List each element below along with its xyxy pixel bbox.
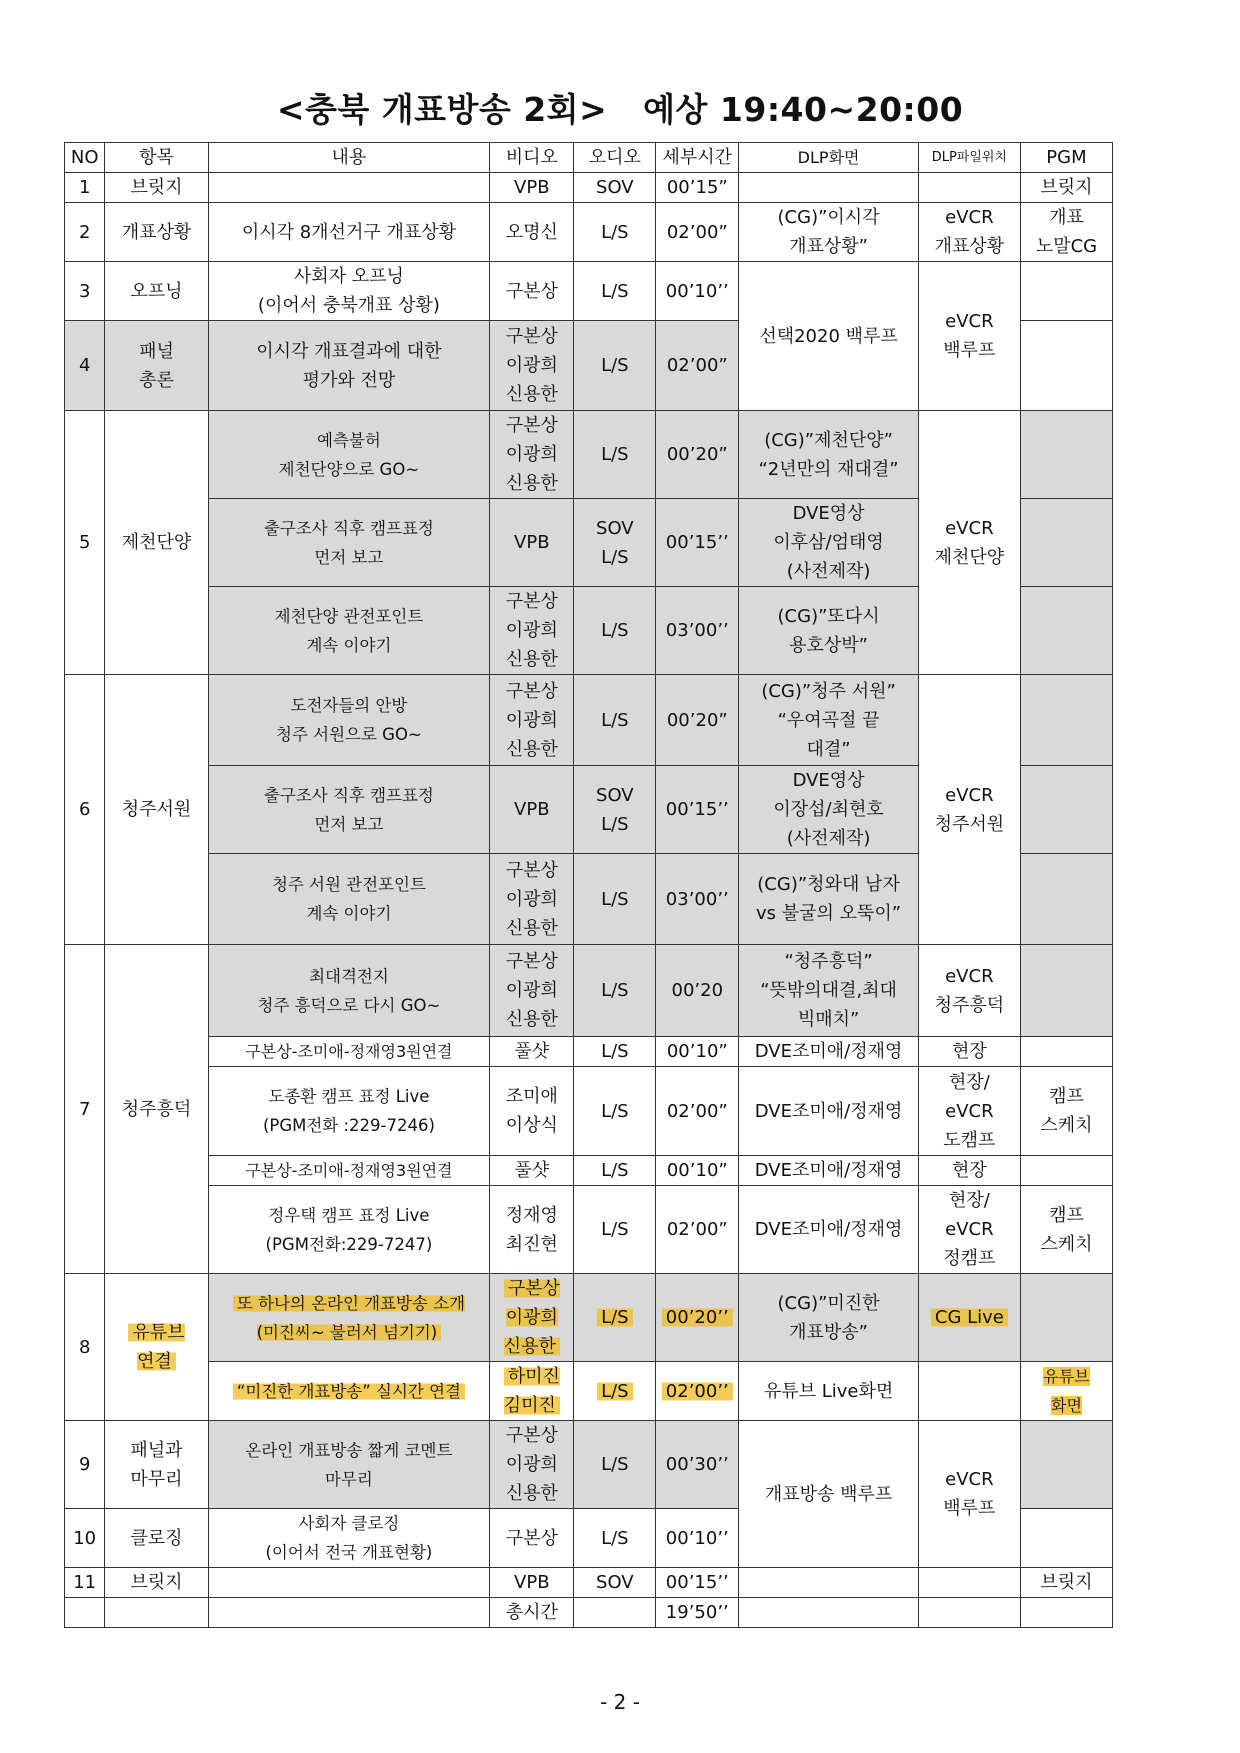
cell-pgm	[1020, 1509, 1112, 1568]
cell-video: 오명신	[490, 203, 574, 262]
cell-item: 클로징	[105, 1509, 208, 1568]
cell-video: 구본상 이광희 신용한	[490, 675, 574, 766]
cell-content	[208, 1598, 490, 1628]
cell-dlp-file: eVCR 청주서원	[918, 675, 1020, 945]
cell-content: 청주 서원 관전포인트 계속 이야기	[208, 854, 490, 945]
table-row	[65, 411, 1113, 499]
cell-no: 3	[65, 262, 105, 321]
highlighted-audio: L/S	[597, 1381, 633, 1402]
total-row	[65, 1598, 1113, 1628]
cell-audio: L/S	[574, 1156, 656, 1186]
cell-item	[105, 1598, 208, 1628]
cell-dlp: 개표방송 백루프	[739, 1421, 919, 1568]
cell-content: 제천단양 관전포인트 계속 이야기	[208, 587, 490, 675]
col-content: 내용	[208, 143, 490, 173]
total-label: 총시간	[490, 1598, 574, 1628]
cell-pgm: 개표 노말CG	[1020, 203, 1112, 262]
cell-dlp: (CG)”청주 서원” “우여곡절 끝 대결”	[739, 675, 919, 766]
cell-time: 03’00’’	[656, 854, 739, 945]
table-row	[65, 1274, 1113, 1362]
cell-video: 구본상	[490, 1509, 574, 1568]
cell-time: 00’15’’	[656, 766, 739, 854]
cell-video: VPB	[490, 1568, 574, 1598]
cell-content: 출구조사 직후 캠프표정 먼저 보고	[208, 499, 490, 587]
cell-audio	[574, 1274, 656, 1362]
cell-time: 00’30’’	[656, 1421, 739, 1509]
cell-audio: SOV	[574, 1568, 656, 1598]
cell-dlp-file: eVCR 제천단양	[918, 411, 1020, 675]
cell-audio: L/S	[574, 1067, 656, 1156]
cell-dlp	[739, 1598, 919, 1628]
cell-dlp-file: eVCR 백루프	[918, 262, 1020, 411]
cell-dlp: “청주흥덕” “뜻밖의대결,최대 빅매치”	[739, 945, 919, 1037]
cell-dlp: 유튜브 Live화면	[739, 1362, 919, 1421]
highlighted-audio: L/S	[597, 1307, 633, 1328]
highlighted-time: 02’00’’	[662, 1381, 733, 1402]
cell-dlp: (CG)”청와대 남자 vs 불굴의 오뚝이”	[739, 854, 919, 945]
highlighted-time: 00’20’’	[662, 1307, 733, 1328]
cell-audio: L/S	[574, 1421, 656, 1509]
cell-dlp: DVE조미애/정재영	[739, 1037, 919, 1067]
cell-no: 7	[65, 945, 105, 1274]
document-title: <충북 개표방송 2회> 예상 19:40~20:00	[276, 90, 964, 129]
cell-time: 02’00”	[656, 1186, 739, 1274]
table-row	[65, 1186, 1113, 1274]
cell-no: 5	[65, 411, 105, 675]
cell-time: 00’20	[656, 945, 739, 1037]
cell-dlp-file	[918, 173, 1020, 203]
cell-pgm	[1020, 321, 1112, 411]
cell-dlp: DVE조미애/정재영	[739, 1067, 919, 1156]
cell-dlp: DVE영상 이후삼/엄태영 (사전제작)	[739, 499, 919, 587]
cell-pgm	[1020, 675, 1112, 766]
cell-content	[208, 1274, 490, 1362]
cell-time: 00’20”	[656, 411, 739, 499]
cell-pgm	[1020, 1156, 1112, 1186]
cell-time: 02’00”	[656, 1067, 739, 1156]
table-row	[65, 1421, 1113, 1509]
highlighted-item: 유튜브 연결	[128, 1322, 184, 1372]
cell-audio: L/S	[574, 945, 656, 1037]
cell-dlp: DVE조미애/정재영	[739, 1186, 919, 1274]
cell-video: 구본상 이광희 신용한	[490, 1421, 574, 1509]
cell-dlp-file: 현장/ eVCR 정캠프	[918, 1186, 1020, 1274]
cell-dlp	[739, 173, 919, 203]
cell-content	[208, 1568, 490, 1598]
cell-video: VPB	[490, 499, 574, 587]
cell-content: 정우택 캠프 표정 Live (PGM전화:229-7247)	[208, 1186, 490, 1274]
cell-video	[490, 1362, 574, 1421]
cell-item: 개표상황	[105, 203, 208, 262]
cell-pgm	[1020, 499, 1112, 587]
cell-dlp-file: eVCR 개표상황	[918, 203, 1020, 262]
cell-video: VPB	[490, 766, 574, 854]
cell-item: 오프닝	[105, 262, 208, 321]
col-dlp: DLP화면	[739, 143, 919, 173]
table-row	[65, 203, 1113, 262]
col-video: 비디오	[490, 143, 574, 173]
cell-pgm	[1020, 1421, 1112, 1509]
cell-audio: L/S	[574, 1509, 656, 1568]
cell-pgm	[1020, 262, 1112, 321]
cell-dlp-file: eVCR 백루프	[918, 1421, 1020, 1568]
cell-content: 구본상-조미애-정재영3원연결	[208, 1156, 490, 1186]
cell-audio: L/S	[574, 675, 656, 766]
cell-no: 10	[65, 1509, 105, 1568]
table-row	[65, 262, 1113, 321]
cell-video: 구본상 이광희 신용한	[490, 321, 574, 411]
cell-content: 이시각 개표결과에 대한 평가와 전망	[208, 321, 490, 411]
cell-dlp-file	[918, 1568, 1020, 1598]
cell-dlp	[739, 1568, 919, 1598]
highlighted-pgm: 유튜브 화면	[1043, 1367, 1090, 1415]
cell-video: 구본상 이광희 신용한	[490, 411, 574, 499]
cell-audio: SOV	[574, 173, 656, 203]
cell-dlp: (CG)”또다시 용호상박”	[739, 587, 919, 675]
cell-dlp-file: 현장	[918, 1156, 1020, 1186]
cell-pgm	[1020, 1037, 1112, 1067]
cell-dlp-file	[918, 1274, 1020, 1362]
cell-pgm	[1020, 587, 1112, 675]
cell-time: 00’15’’	[656, 1568, 739, 1598]
cell-audio	[574, 1598, 656, 1628]
table-row	[65, 1156, 1113, 1186]
highlighted-dlp-file: CG Live	[931, 1307, 1008, 1328]
cell-video: VPB	[490, 173, 574, 203]
cell-video	[490, 1274, 574, 1362]
cell-time: 03’00’’	[656, 587, 739, 675]
cell-dlp-file: eVCR 청주흥덕	[918, 945, 1020, 1037]
cell-content: 이시각 8개선거구 개표상황	[208, 203, 490, 262]
highlighted-content: “미진한 개표방송” 실시간 연결	[233, 1382, 465, 1401]
cell-no: 6	[65, 675, 105, 945]
cell-content: 예측불허 제천단양으로 GO~	[208, 411, 490, 499]
table-row	[65, 945, 1113, 1037]
cell-no: 1	[65, 173, 105, 203]
cell-content: 도종환 캠프 표정 Live (PGM전화 :229-7246)	[208, 1067, 490, 1156]
table-row	[65, 1037, 1113, 1067]
cell-item: 패널 총론	[105, 321, 208, 411]
total-time: 19’50’’	[656, 1598, 739, 1628]
cell-video: 풀샷	[490, 1037, 574, 1067]
cell-audio	[574, 1362, 656, 1421]
table-row	[65, 1067, 1113, 1156]
cell-audio: SOV L/S	[574, 766, 656, 854]
table-row	[65, 173, 1113, 203]
col-pgm: PGM	[1020, 143, 1112, 173]
cell-dlp-file: 현장/ eVCR 도캠프	[918, 1067, 1020, 1156]
cell-audio: L/S	[574, 854, 656, 945]
page-number: - 2 -	[600, 1690, 640, 1714]
cell-video: 풀샷	[490, 1156, 574, 1186]
cell-pgm	[1020, 945, 1112, 1037]
cell-item	[105, 1274, 208, 1421]
cell-audio: L/S	[574, 1037, 656, 1067]
col-no: NO	[65, 143, 105, 173]
cell-audio: L/S	[574, 587, 656, 675]
cell-video: 구본상 이광희 신용한	[490, 854, 574, 945]
table-row	[65, 675, 1113, 766]
cell-item: 청주흥덕	[105, 945, 208, 1274]
cell-dlp-file	[918, 1598, 1020, 1628]
cell-audio: SOV L/S	[574, 499, 656, 587]
cell-pgm	[1020, 766, 1112, 854]
cell-pgm	[1020, 1362, 1112, 1421]
header-row	[65, 143, 1113, 173]
cell-pgm: 브릿지	[1020, 1568, 1112, 1598]
cell-time: 00’15’’	[656, 499, 739, 587]
table-row	[65, 1362, 1113, 1421]
cell-dlp-file	[918, 1362, 1020, 1421]
cell-time: 00’10”	[656, 1156, 739, 1186]
cell-content	[208, 173, 490, 203]
cell-no: 11	[65, 1568, 105, 1598]
cell-dlp: 선택2020 백루프	[739, 262, 919, 411]
cell-pgm: 캠프 스케치	[1020, 1067, 1112, 1156]
cell-no: 2	[65, 203, 105, 262]
cell-time: 02’00”	[656, 203, 739, 262]
highlighted-video: 하미진 김미진	[503, 1366, 560, 1416]
highlighted-video: 구본상 이광희 신용한	[503, 1278, 560, 1357]
cell-item: 제천단양	[105, 411, 208, 675]
cell-dlp: (CG)”이시각 개표상황”	[739, 203, 919, 262]
cell-content: 구본상-조미애-정재영3원연결	[208, 1037, 490, 1067]
cell-no: 8	[65, 1274, 105, 1421]
cell-content: 사회자 오프닝 (이어서 충북개표 상황)	[208, 262, 490, 321]
rundown-table	[64, 142, 1113, 1628]
cell-content: 최대격전지 청주 흥덕으로 다시 GO~	[208, 945, 490, 1037]
cell-dlp: DVE영상 이장섭/최현호 (사전제작)	[739, 766, 919, 854]
cell-time: 00’20”	[656, 675, 739, 766]
cell-content	[208, 1362, 490, 1421]
cell-audio: L/S	[574, 411, 656, 499]
cell-content: 온라인 개표방송 짧게 코멘트 마무리	[208, 1421, 490, 1509]
cell-video: 구본상 이광희 신용한	[490, 587, 574, 675]
cell-pgm	[1020, 1598, 1112, 1628]
cell-pgm	[1020, 1274, 1112, 1362]
cell-video: 정재영 최진현	[490, 1186, 574, 1274]
cell-content: 도전자들의 안방 청주 서원으로 GO~	[208, 675, 490, 766]
cell-pgm	[1020, 854, 1112, 945]
cell-item: 브릿지	[105, 1568, 208, 1598]
cell-item: 브릿지	[105, 173, 208, 203]
cell-audio: L/S	[574, 262, 656, 321]
cell-time: 00’10’’	[656, 262, 739, 321]
cell-no	[65, 1598, 105, 1628]
cell-video: 구본상	[490, 262, 574, 321]
col-audio: 오디오	[574, 143, 656, 173]
cell-item: 패널과 마무리	[105, 1421, 208, 1509]
cell-time	[656, 1274, 739, 1362]
highlighted-content: 또 하나의 온라인 개표방송 소개 (미진씨~ 불러서 넘기기)	[233, 1294, 465, 1342]
cell-audio: L/S	[574, 203, 656, 262]
col-dlp-file: DLP파일위치	[918, 143, 1020, 173]
table-row	[65, 1568, 1113, 1598]
cell-pgm: 캠프 스케치	[1020, 1186, 1112, 1274]
cell-no: 9	[65, 1421, 105, 1509]
cell-time: 00’10”	[656, 1037, 739, 1067]
cell-time: 02’00”	[656, 321, 739, 411]
cell-pgm: 브릿지	[1020, 173, 1112, 203]
cell-time	[656, 1362, 739, 1421]
cell-dlp-file: 현장	[918, 1037, 1020, 1067]
cell-pgm	[1020, 411, 1112, 499]
cell-content: 출구조사 직후 캠프표정 먼저 보고	[208, 766, 490, 854]
cell-content: 사회자 클로징 (이어서 전국 개표현황)	[208, 1509, 490, 1568]
cell-dlp: (CG)”미진한 개표방송”	[739, 1274, 919, 1362]
cell-item: 청주서원	[105, 675, 208, 945]
cell-audio: L/S	[574, 1186, 656, 1274]
cell-time: 00’10’’	[656, 1509, 739, 1568]
cell-dlp: DVE조미애/정재영	[739, 1156, 919, 1186]
cell-video: 조미애 이상식	[490, 1067, 574, 1156]
cell-time: 00’15”	[656, 173, 739, 203]
col-time: 세부시간	[656, 143, 739, 173]
cell-no: 4	[65, 321, 105, 411]
cell-video: 구본상 이광희 신용한	[490, 945, 574, 1037]
cell-audio: L/S	[574, 321, 656, 411]
cell-dlp: (CG)”제천단양” “2년만의 재대결”	[739, 411, 919, 499]
col-item: 항목	[105, 143, 208, 173]
